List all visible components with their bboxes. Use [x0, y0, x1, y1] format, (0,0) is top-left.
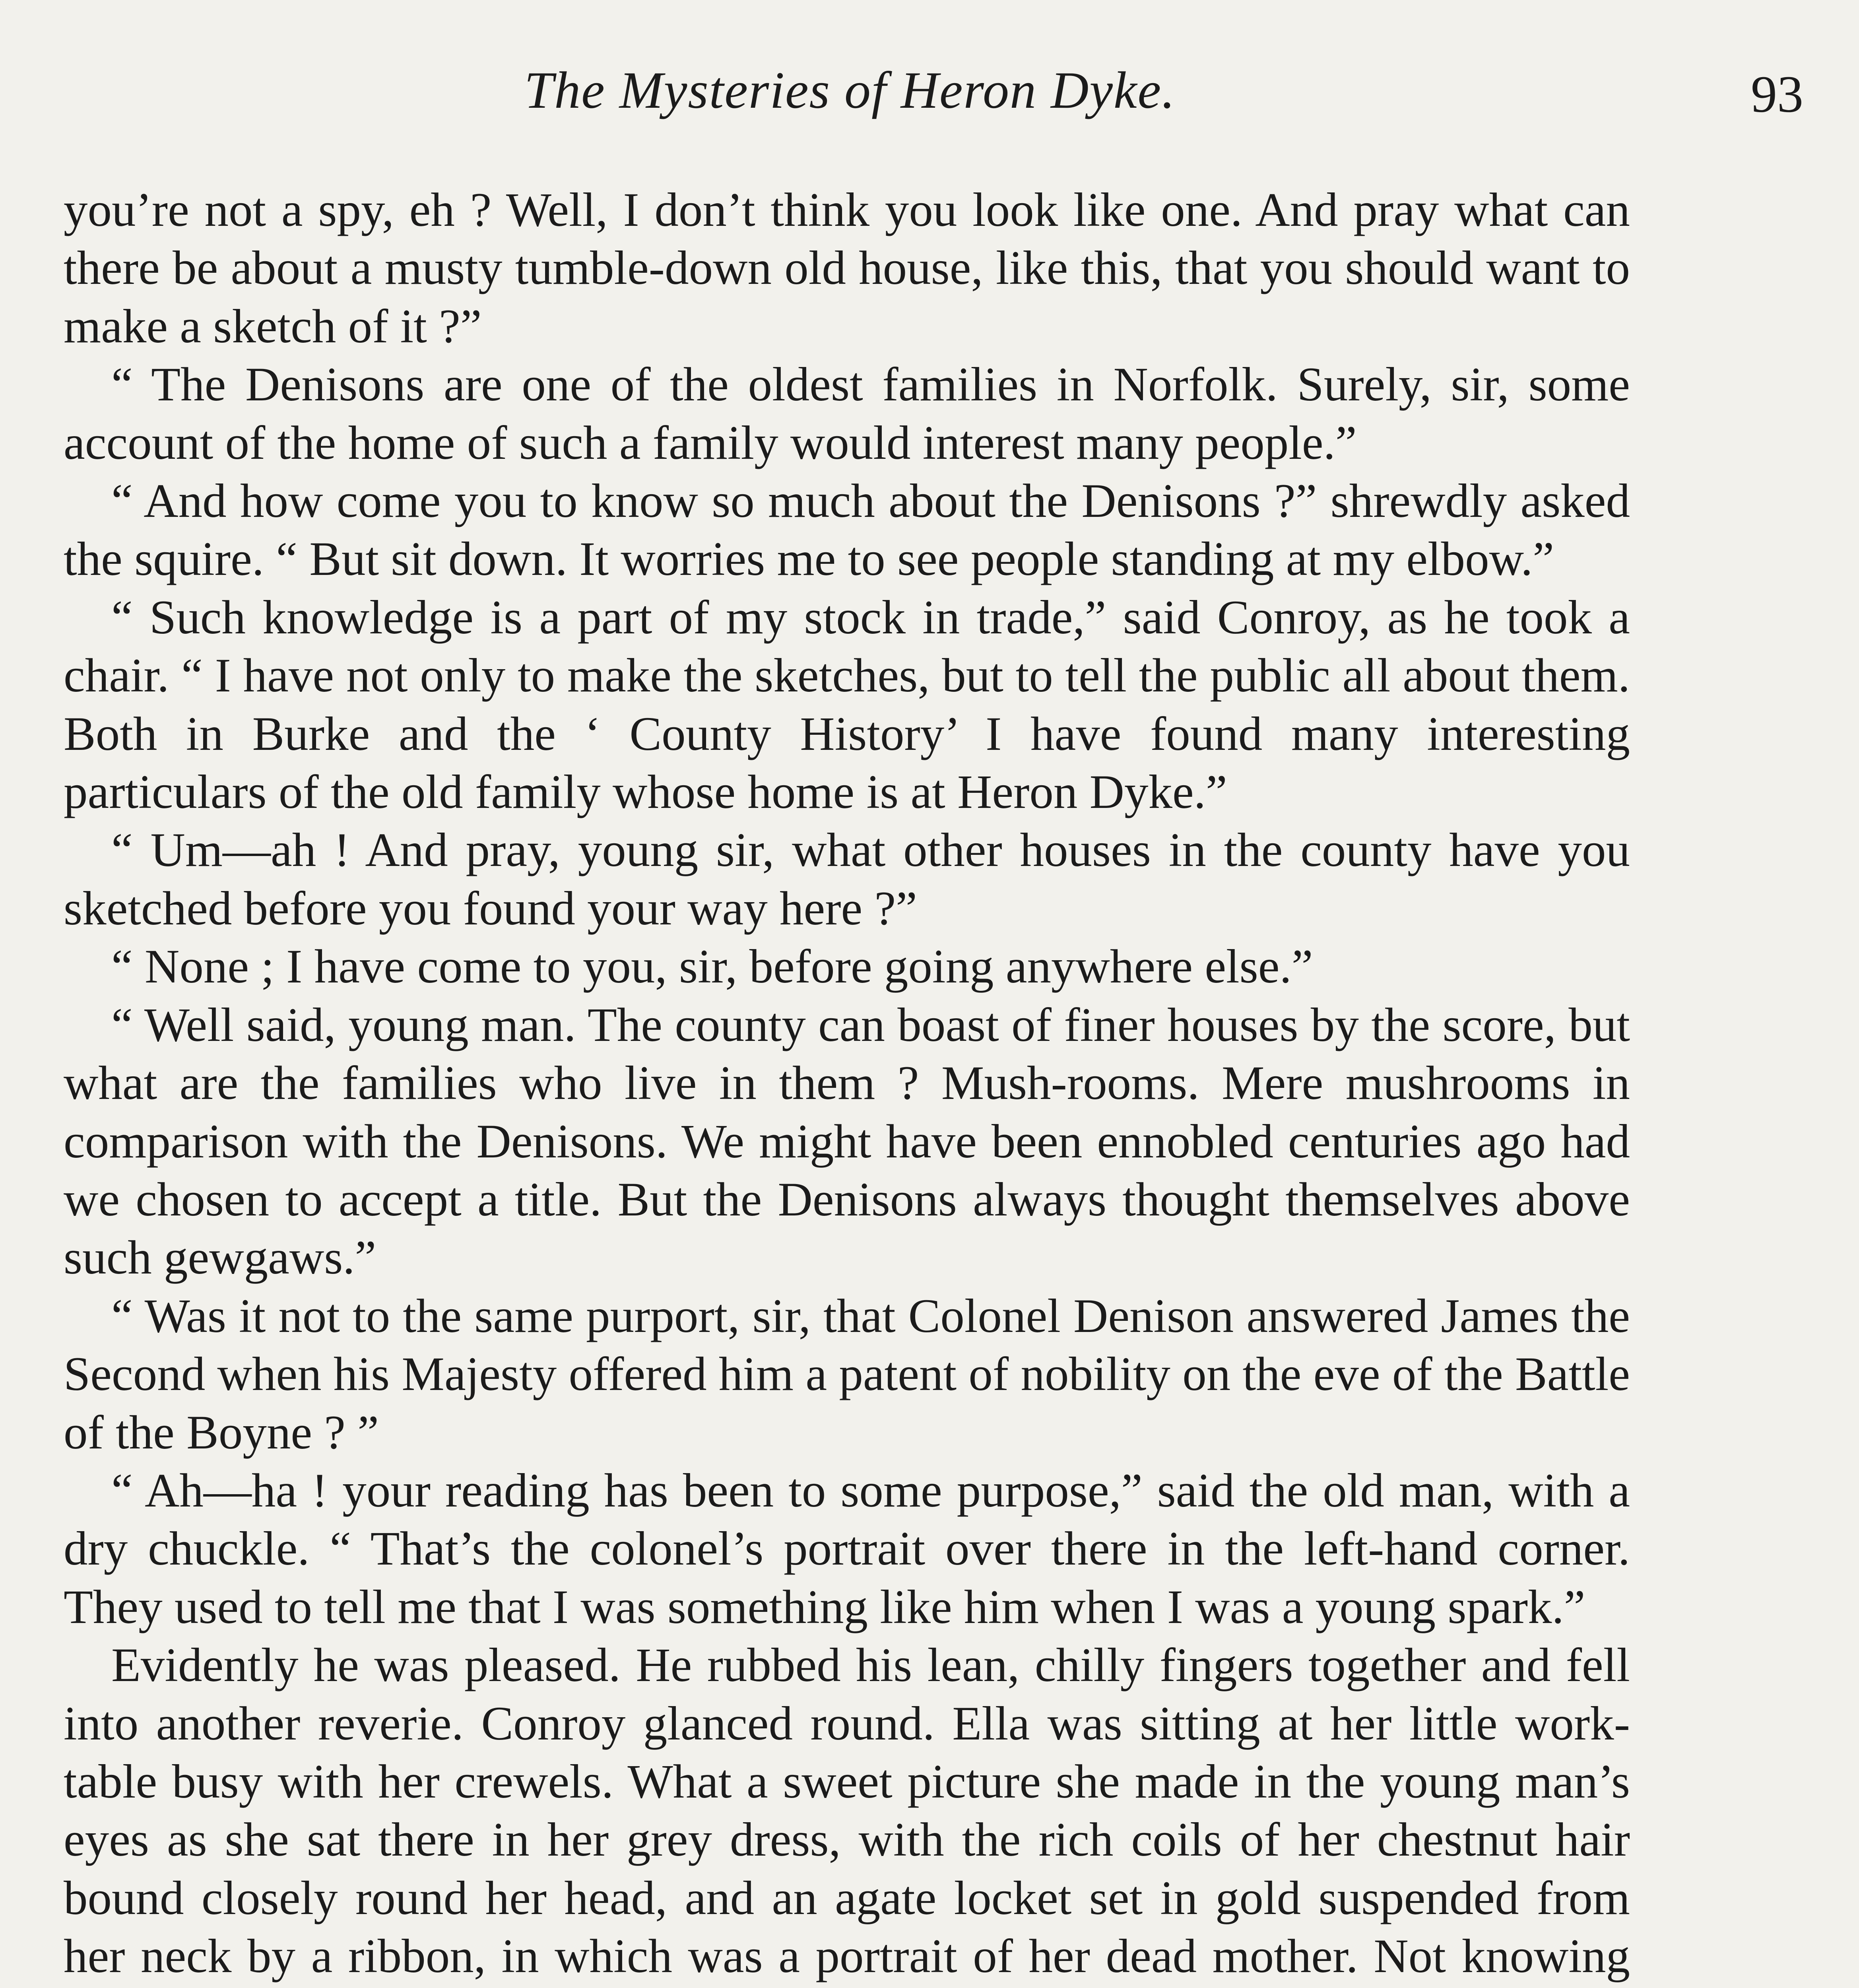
paragraph: “ The Denisons are one of the oldest families in Norfolk. Surely, sir, some account of the home of such a family would interest many people.” — [64, 358, 1630, 470]
paragraph: Evidently he was pleased. He rubbed his lean, chilly fingers together and fell into another reverie. Conroy glanced round. Ella was sitting at her little work-table busy with her crewels. What a sweet picture she made in the young man’s eyes as she sat there in her grey dress, with the rich coils of her chestnut hair bound closely round her head, and an agate locket set in gold suspended from her neck by a ribbon, in which was a portrait of her dead mother. Not knowing — [64, 1639, 1630, 1983]
paragraph: “ Was it not to the same purport, sir, that Colonel Denison answered James the Second when his Majesty offered him a patent of nobility on the eve of the Battle of the Boyne ? ” — [64, 1289, 1630, 1459]
paragraph: “ Such knowledge is a part of my stock in trade,” said Conroy, as he took a chair. “ I have not only to make the sketches, but to tell the public all about them. Both in Burke and the ‘ County History’ I have found many interesting particulars of the old family whose home is at Heron Dyke.” — [64, 590, 1630, 819]
paragraph: “ Well said, young man. The county can boast of finer houses by the score, but what are the families who live in them ? Mush-rooms. Mere mushrooms in comparison with the Denisons. We might have been ennobled centuries ago had we chosen to accept a title. But the Denisons always thought themselves above such gewgaws.” — [64, 998, 1630, 1285]
page-number: 93 — [1751, 65, 1803, 123]
body-text — [64, 181, 1630, 1988]
paragraph: “ Ah—ha ! your reading has been to some purpose,” said the old man, with a dry chuckle. “ That’s the colonel’s portrait over there in the left-hand corner. They used to tell me that I was something like him when I was a young spark.” — [64, 1464, 1630, 1634]
page-header — [64, 48, 1803, 139]
paragraph: “ Um—ah ! And pray, young sir, what other houses in the county have you sketched before you found your way here ?” — [64, 823, 1630, 935]
running-title: The Mysteries of Heron Dyke. — [524, 61, 1176, 119]
paragraph: you’re not a spy, eh ? Well, I don’t think you look like one. And pray what can there be about a musty tumble-down old house, like this, that you should want to make a sketch of it ?” — [64, 183, 1630, 353]
paragraph: “ None ; I have come to you, sir, before going anywhere else.” — [111, 940, 1313, 994]
paragraph: “ And how come you to know so much about the Denisons ?” shrewdly asked the squire. “ But sit down. It worries me to see people standing at my elbow.” — [64, 474, 1630, 586]
